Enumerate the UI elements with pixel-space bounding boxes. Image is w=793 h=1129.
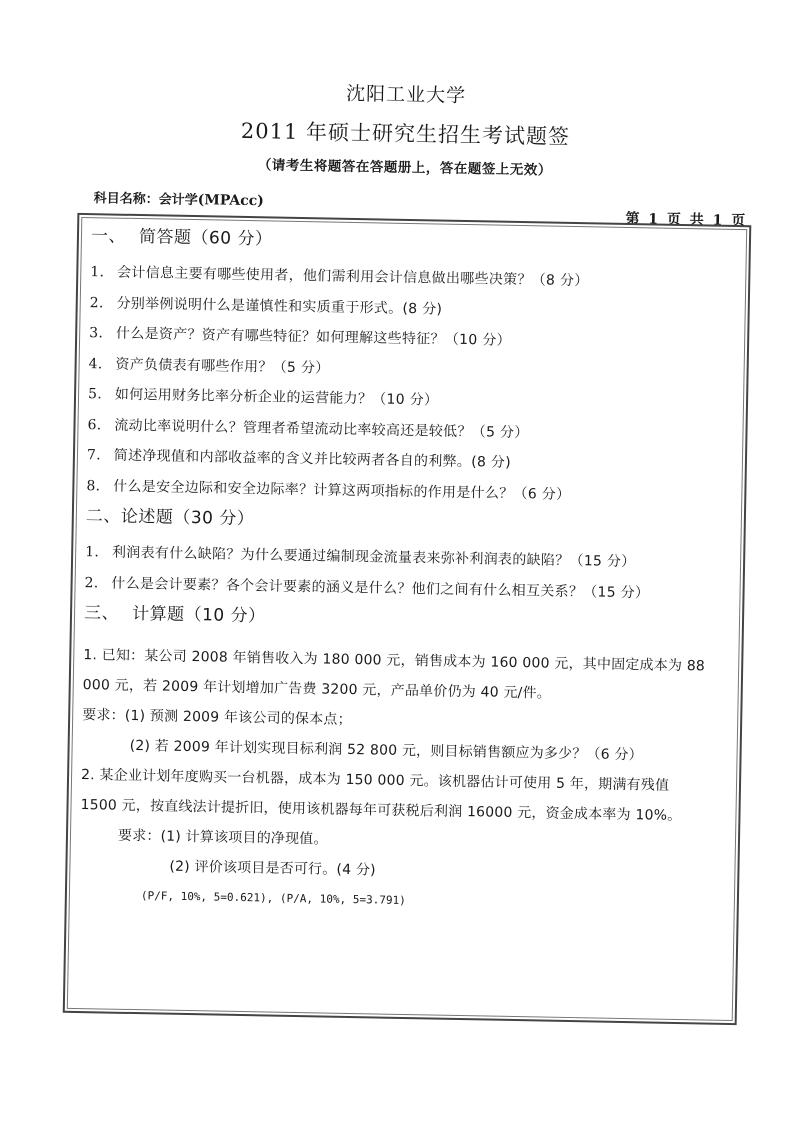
page-info: 第 1 页 共 1 页 — [625, 210, 748, 230]
section-number: 三、 — [83, 603, 120, 624]
problem-requirement: 要求：(1) 计算该项目的净现值。 — [117, 827, 328, 848]
discount-factor-note: (P/F, 10%, 5=0.621), (P/A, 10%, 5=3.791) — [140, 889, 406, 908]
problem-requirement: 要求：(1) 预测 2009 年该公司的保本点； — [82, 707, 352, 729]
problem-requirement: (2) 若 2009 年计划实现目标利润 52 800 元，则目标销售额应为多少？（6 分） — [129, 737, 643, 764]
calculation-problem-2 — [79, 760, 730, 922]
section-title: 简答题（60 分） — [138, 227, 273, 250]
subject-code: (MPAcc) — [197, 192, 264, 210]
question-text: 如何运用财务比率分析企业的运营能力？（10 分） — [114, 386, 439, 409]
question-text: 什么是资产？资产有哪些特征？如何理解这些特征？（10 分） — [115, 325, 512, 349]
exam-notice: （请考生将题答在答题册上，答在题签上无效） — [257, 157, 552, 179]
problem-line: 2. 某企业计划年度购买一台机器，成本为 150 000 元。该机器估计可使用 5 年，期满有残值 — [80, 767, 670, 794]
university-name: 沈阳工业大学 — [345, 82, 467, 107]
question-text: 资产负债表有哪些作用？（5 分） — [115, 356, 330, 377]
section-title: 论述题（30 分） — [120, 506, 255, 530]
question-number: 6. — [87, 416, 102, 433]
exam-title: 2011 年硕士研究生招生考试题签 — [240, 118, 571, 149]
question-number: 1. — [85, 544, 100, 561]
problem-line: 1. 已知：某公司 2008 年销售收入为 180 000 元，销售成本为 160 000 元，其中固定成本为 88 — [83, 647, 706, 675]
question-text: 什么是安全边际和安全边际率？计算这两项指标的作用是什么？（6 分） — [113, 478, 571, 503]
question-text: 简述净现值和内部收益率的含义并比较两者各自的利弊。(8 分) — [113, 447, 512, 471]
question-number: 3. — [89, 325, 104, 342]
question-number: 4. — [88, 355, 103, 372]
question-text: 利润表有什么缺陷？为什么要通过编制现金流量表来弥补利润表的缺陷？（15 分） — [111, 544, 636, 571]
question-text: 什么是会计要素？各个会计要素的涵义是什么？他们之间有什么相互关系？（15 分） — [111, 575, 650, 601]
section-number: 一、 — [90, 226, 127, 247]
calculation-problem-1 — [81, 640, 731, 772]
section-title: 计算题（10 分） — [131, 603, 266, 627]
problem-line: 000 元，若 2009 年计划增加广告费 3200 元，产品单价仍为 40 元/件。 — [82, 677, 552, 702]
question-text: 会计信息主要有哪些使用者，他们需利用会计信息做出哪些决策？（8 分） — [116, 264, 589, 290]
question-number: 5. — [87, 386, 103, 403]
question-content — [65, 215, 749, 1023]
section-number: 二、 — [85, 506, 122, 527]
question-text: 分别举例说明什么是谨慎性和实质重于形式。(8 分) — [116, 295, 443, 318]
problem-requirement: (2) 评价该项目是否可行。(4 分) — [169, 858, 376, 879]
question-frame — [63, 213, 752, 1025]
question-text: 流动比率说明什么？管理者希望流动比率较高还是较低？（5 分） — [114, 417, 529, 441]
subject-name — [94, 187, 265, 209]
question-number: 8. — [86, 477, 101, 494]
question-number: 2. — [84, 574, 99, 591]
question-number: 7. — [86, 447, 102, 464]
question-number: 2. — [89, 294, 104, 311]
subject-label: 科目名称：会计学 — [93, 191, 198, 209]
problem-line: 1500 元，按直线法计提折旧，使用该机器每年可获税后利润 16000 元，资金成本率为 10%。 — [80, 797, 682, 825]
question-number: 1. — [90, 264, 105, 281]
